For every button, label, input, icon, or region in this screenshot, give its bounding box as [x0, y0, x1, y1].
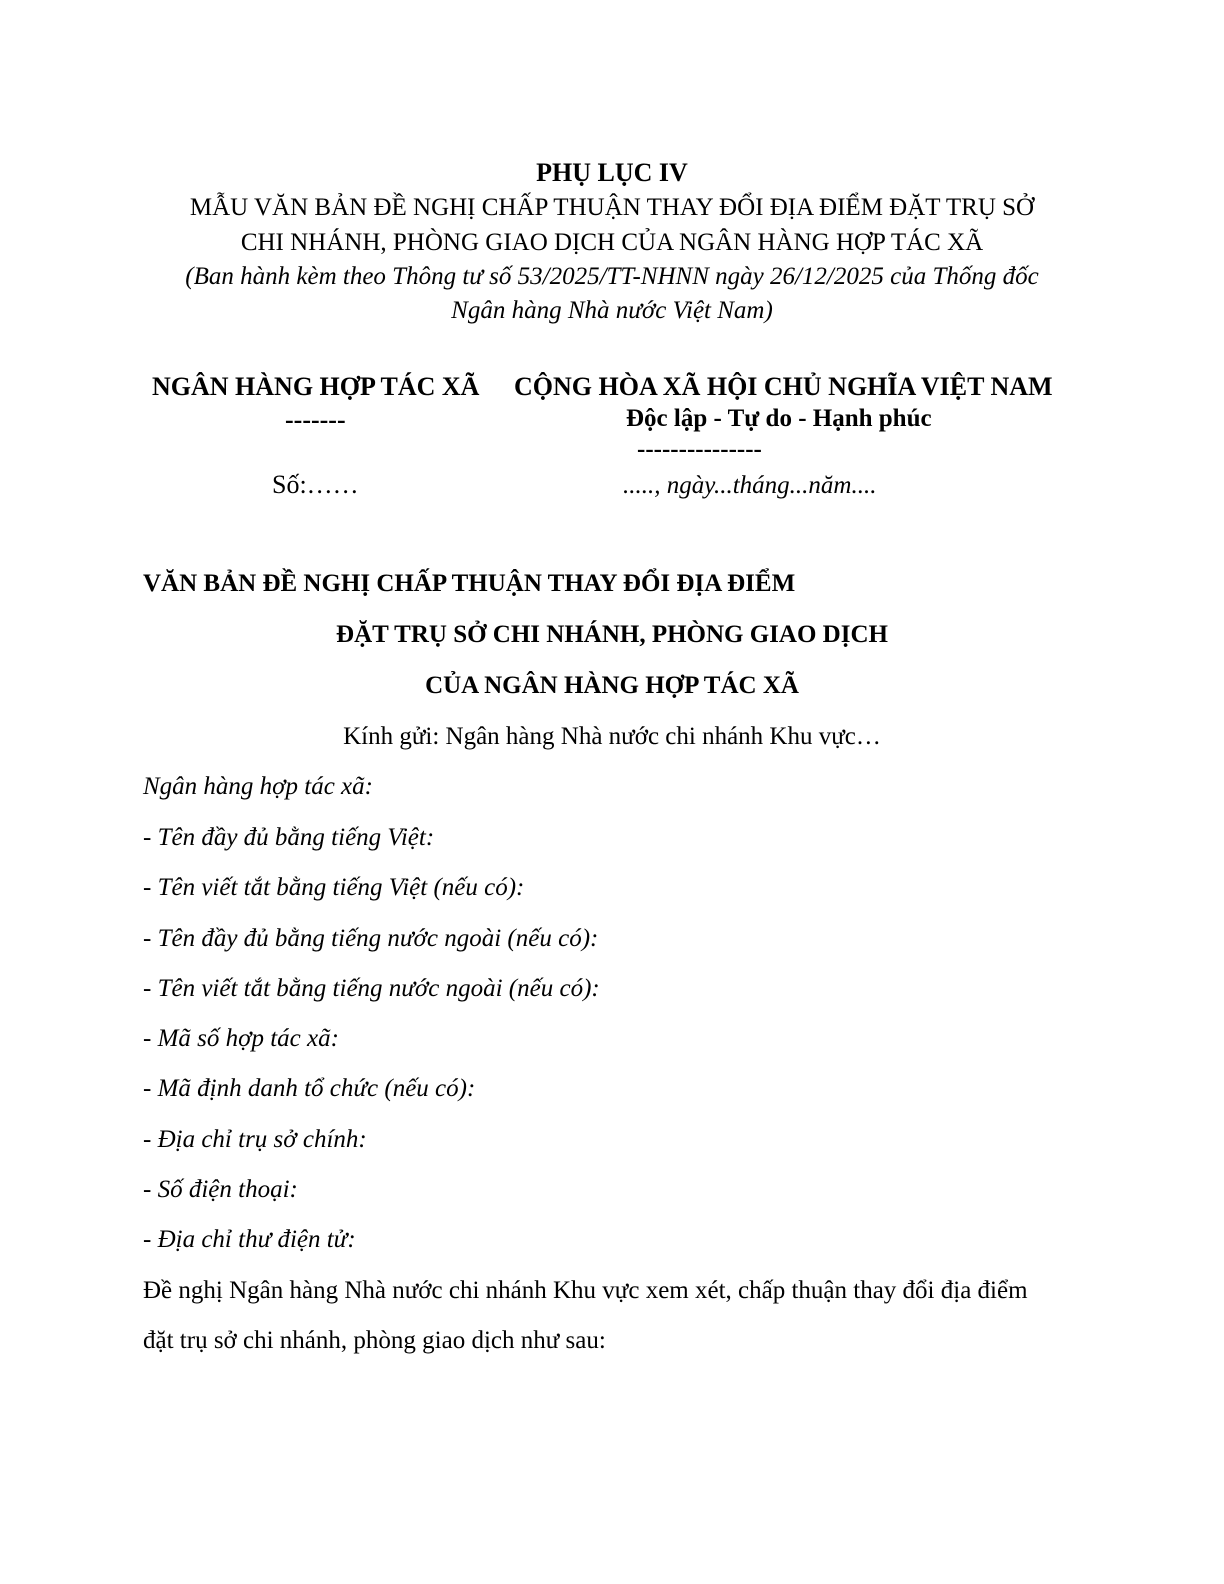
recipient-line: Kính gửi: Ngân hàng Nhà nước chi nhánh Khu vực…: [343, 723, 881, 750]
issuing-org: NGÂN HÀNG HỢP TÁC XÃ: [152, 372, 480, 401]
list-item: - Số điện thoại:: [143, 1176, 298, 1203]
list-item: - Địa chỉ thư điện tử:: [143, 1226, 356, 1253]
country-name: CỘNG HÒA XÃ HỘI CHỦ NGHĨA VIỆT NAM: [514, 372, 1053, 401]
list-item: - Tên đầy đủ bằng tiếng Việt:: [143, 824, 435, 851]
appendix-note-line2: Ngân hàng Nhà nước Việt Nam): [451, 297, 773, 324]
document-title-line2: ĐẶT TRỤ SỞ CHI NHÁNH, PHÒNG GIAO DỊCH: [336, 621, 888, 648]
request-line2: đặt trụ sở chi nhánh, phòng giao dịch như sau:: [143, 1327, 606, 1354]
national-motto: Độc lập - Tự do - Hạnh phúc: [626, 405, 932, 432]
list-item: - Mã định danh tổ chức (nếu có):: [143, 1075, 476, 1102]
appendix-subtitle-line1: MẪU VĂN BẢN ĐỀ NGHỊ CHẤP THUẬN THAY ĐỔI ĐỊA ĐIỂM ĐẶT TRỤ SỞ: [189, 194, 1035, 221]
motto-separator: ---------------: [637, 436, 762, 463]
appendix-subtitle-line2: CHI NHÁNH, PHÒNG GIAO DỊCH CỦA NGÂN HÀNG HỢP TÁC XÃ: [240, 229, 984, 256]
issuing-org-separator: -------: [285, 405, 346, 434]
document-title-line1: VĂN BẢN ĐỀ NGHỊ CHẤP THUẬN THAY ĐỔI ĐỊA ĐIỂM: [143, 570, 796, 597]
list-item: - Tên viết tắt bằng tiếng Việt (nếu có):: [143, 874, 525, 901]
request-line1: Đề nghị Ngân hàng Nhà nước chi nhánh Khu vực xem xét, chấp thuận thay đổi địa điểm: [143, 1277, 1028, 1304]
date-line: ....., ngày...tháng...năm....: [623, 472, 877, 499]
list-item: - Mã số hợp tác xã:: [143, 1025, 339, 1052]
list-item: - Tên viết tắt bằng tiếng nước ngoài (nếu có):: [143, 975, 600, 1002]
list-item: - Địa chỉ trụ sở chính:: [143, 1126, 367, 1153]
document-number: Số:……: [272, 470, 359, 499]
list-item: - Tên đầy đủ bằng tiếng nước ngoài (nếu có):: [143, 925, 599, 952]
appendix-title: PHỤ LỤC IV: [536, 158, 688, 187]
document-title-line3: CỦA NGÂN HÀNG HỢP TÁC XÃ: [425, 672, 799, 699]
section-label: Ngân hàng hợp tác xã:: [143, 773, 373, 800]
appendix-note-line1: (Ban hành kèm theo Thông tư số 53/2025/TT-NHNN ngày 26/12/2025 của Thống đốc: [185, 263, 1039, 290]
